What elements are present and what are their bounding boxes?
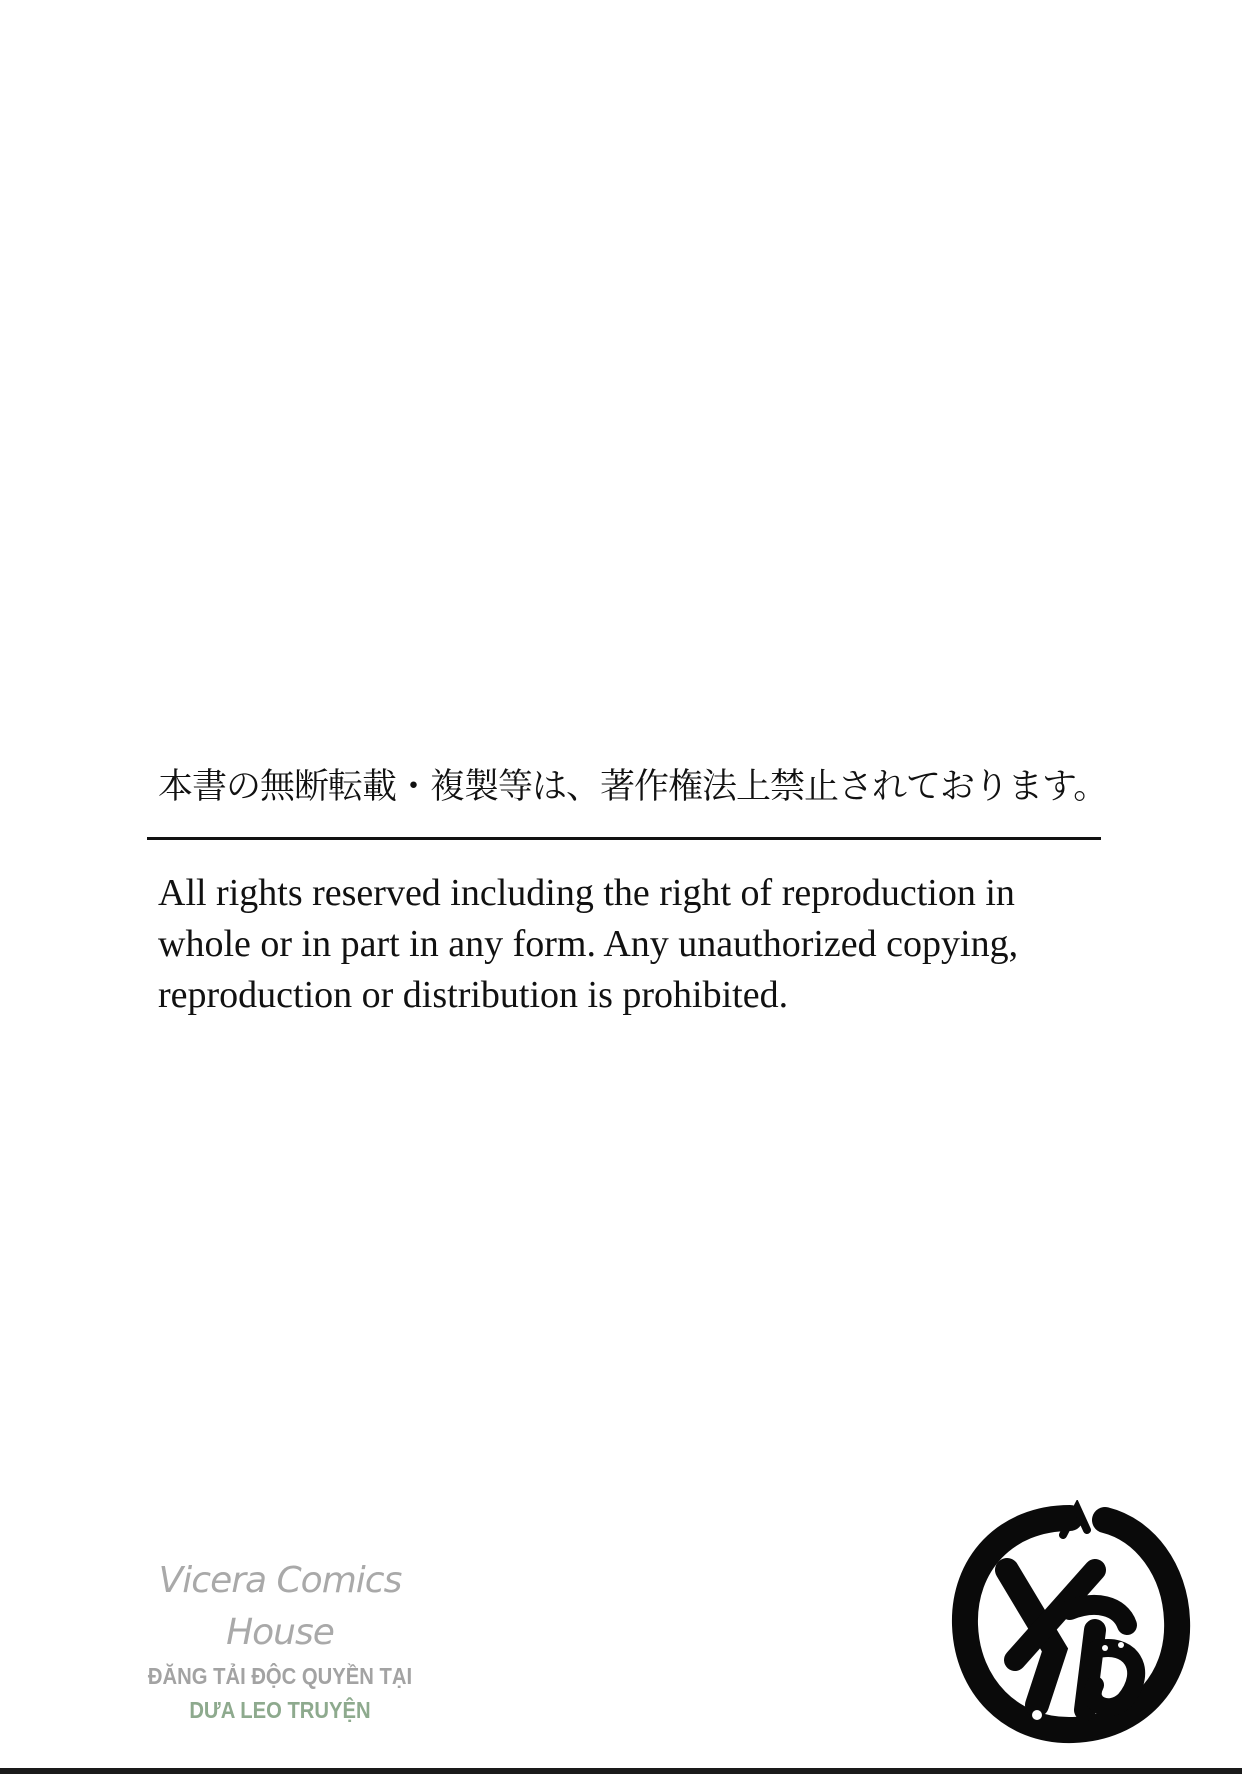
english-notice-line-2: whole or in part in any form. Any unauthorized copying, <box>158 923 1019 965</box>
circular-brush-seal-logo-icon <box>945 1500 1195 1745</box>
english-notice-line-1: All rights reserved including the right of reproduction in <box>158 872 1015 914</box>
english-copyright-notice <box>158 868 1098 1021</box>
english-notice-line-3: reproduction or distribution is prohibited. <box>158 974 789 1016</box>
japanese-copyright-notice: 本書の無断転載・複製等は、著作権法上禁止されております。 <box>158 767 1108 807</box>
credit-site: DƯA LEO TRUYỆN <box>189 1697 371 1723</box>
scanlation-credit <box>110 1555 450 1727</box>
credit-line: ĐĂNG TẢI ĐỘC QUYỀN TẠI <box>147 1663 413 1689</box>
bottom-edge-bar <box>0 1768 1242 1774</box>
credit-brand: Vicera Comics House <box>158 1560 402 1653</box>
divider-line <box>147 837 1101 840</box>
